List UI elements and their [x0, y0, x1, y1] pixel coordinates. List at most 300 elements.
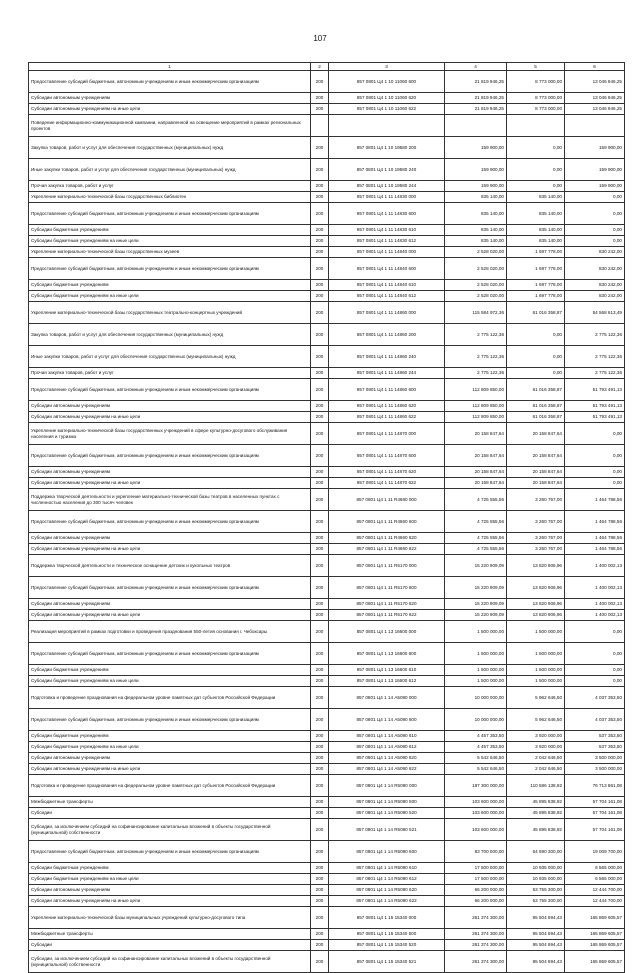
row-executed-cell: 95 504 694,43: [507, 907, 565, 929]
row-code-cell: 857 0801 Ц4 1 15 15340 521: [329, 951, 445, 973]
row-remainder-cell: 4 037 353,50: [565, 687, 625, 709]
row-name-cell: Закупка товаров, работ и услуг для обеспечения государственных (муниципальных) нужд: [29, 324, 311, 346]
row-code-cell: 857 0801 Ц4 1 14 R5090 500: [329, 797, 445, 808]
row-amount-cell: 261 374 300,00: [445, 929, 507, 940]
row-amount-cell: 261 374 300,00: [445, 940, 507, 951]
row-grbs-cell: 200: [311, 874, 329, 885]
row-name-cell: Субсидии автономным учреждениям: [29, 93, 311, 104]
row-name-cell: Предоставление субсидий бюджетным, автономным учреждениям и иным некоммерческим организациям: [29, 379, 311, 401]
row-executed-cell: 3 920 000,00: [507, 731, 565, 742]
row-executed-cell: 8 773 000,00: [507, 71, 565, 93]
row-grbs-cell: 200: [311, 676, 329, 687]
row-grbs-cell: 200: [311, 258, 329, 280]
row-amount-cell: 112 809 850,00: [445, 379, 507, 401]
row-code-cell: 857 0801 Ц4 1 14 R5090 610: [329, 863, 445, 874]
table-row: [29, 137, 625, 159]
table-row: [29, 808, 625, 819]
row-name-cell: Субсидии: [29, 940, 311, 951]
row-grbs-cell: 200: [311, 247, 329, 258]
row-amount-cell: 261 374 300,00: [445, 951, 507, 973]
row-name-cell: Субсидии автономным учреждениям на иные цели: [29, 764, 311, 775]
row-code-cell: 857 0801 Ц4 1 15 15340 520: [329, 940, 445, 951]
row-code-cell: 857 0801 Ц4 1 10 11060 600: [329, 71, 445, 93]
row-code-cell: 857 0801 Ц4 1 11 14840 600: [329, 258, 445, 280]
row-grbs-cell: 200: [311, 236, 329, 247]
row-executed-cell: 1 500 000,00: [507, 643, 565, 665]
table-header: [29, 63, 625, 71]
header-col-4: 4: [445, 63, 507, 71]
row-name-cell: Предоставление субсидий бюджетным, автономным учреждениям и иным некоммерческим организациям: [29, 511, 311, 533]
table-row: [29, 280, 625, 291]
row-remainder-cell: 13 046 946,25: [565, 71, 625, 93]
header-col-5: 5: [507, 63, 565, 71]
row-amount-cell: 115 584 972,36: [445, 302, 507, 324]
row-code-cell: 857 0801 Ц4 1 11 R4660 600: [329, 511, 445, 533]
row-grbs-cell: 200: [311, 610, 329, 621]
row-grbs-cell: 200: [311, 863, 329, 874]
row-amount-cell: 4 457 353,50: [445, 742, 507, 753]
row-name-cell: Субсидии автономным учреждениям: [29, 467, 311, 478]
row-name-cell: Субсидии бюджетным учреждениям: [29, 863, 311, 874]
row-grbs-cell: 200: [311, 280, 329, 291]
table-row: [29, 907, 625, 929]
row-name-cell: Укрепление материально-технической базы государственных театрально-концертных учреждений: [29, 302, 311, 324]
row-remainder-cell: 0,00: [565, 423, 625, 445]
table-row: [29, 863, 625, 874]
row-name-cell: Реализация мероприятий в рамках подготовки и проведения празднования 550-летия основания г. Чебоксары: [29, 621, 311, 643]
row-remainder-cell: 0,00: [565, 665, 625, 676]
row-grbs-cell: 200: [311, 478, 329, 489]
row-executed-cell: 61 016 358,87: [507, 412, 565, 423]
row-amount-cell: 2 528 020,00: [445, 280, 507, 291]
row-executed-cell: 53 755 300,00: [507, 896, 565, 907]
row-code-cell: 857 0801 Ц4 1 11 14870 000: [329, 423, 445, 445]
row-amount-cell: 103 600 000,00: [445, 808, 507, 819]
row-executed-cell: 20 158 847,64: [507, 478, 565, 489]
row-executed-cell: 61 016 358,87: [507, 401, 565, 412]
row-remainder-cell: [565, 115, 625, 137]
table-row: [29, 599, 625, 610]
table-row: [29, 885, 625, 896]
row-code-cell: 857 0801 Ц4 1 11 R4660 622: [329, 544, 445, 555]
table-row: [29, 775, 625, 797]
table-row: [29, 423, 625, 445]
row-grbs-cell: 200: [311, 137, 329, 159]
row-grbs-cell: 200: [311, 555, 329, 577]
row-executed-cell: 0,00: [507, 324, 565, 346]
row-remainder-cell: 3 500 000,00: [565, 764, 625, 775]
row-grbs-cell: 200: [311, 225, 329, 236]
row-amount-cell: 4 725 555,56: [445, 533, 507, 544]
row-code-cell: 857 0801 Ц4 1 11 14870 600: [329, 445, 445, 467]
table-row: [29, 258, 625, 280]
table-row: [29, 401, 625, 412]
row-grbs-cell: 200: [311, 753, 329, 764]
row-remainder-cell: 830 242,00: [565, 291, 625, 302]
row-code-cell: 857 0801 Ц4 1 11 14840 000: [329, 247, 445, 258]
row-grbs-cell: 200: [311, 621, 329, 643]
row-amount-cell: 4 725 555,56: [445, 544, 507, 555]
row-code-cell: 857 0801 Ц4 1 14 A5090 620: [329, 753, 445, 764]
row-amount-cell: 21 819 946,25: [445, 93, 507, 104]
table-row: [29, 621, 625, 643]
row-code-cell: 857 0801 Ц4 1 14 R5090 612: [329, 874, 445, 885]
row-code-cell: 857 0801 Ц4 1 15 15340 500: [329, 929, 445, 940]
row-executed-cell: 2 042 646,50: [507, 764, 565, 775]
row-grbs-cell: 200: [311, 324, 329, 346]
row-name-cell: Субсидии бюджетным учреждениям на иные цели: [29, 291, 311, 302]
row-name-cell: Подготовка и проведение празднования на федеральном уровне памятных дат субъектов Российской Федерации: [29, 775, 311, 797]
row-grbs-cell: 200: [311, 302, 329, 324]
row-remainder-cell: 1 464 788,56: [565, 489, 625, 511]
row-remainder-cell: 537 353,50: [565, 731, 625, 742]
row-executed-cell: 8 773 000,00: [507, 93, 565, 104]
row-name-cell: Предоставление субсидий бюджетным, автономным учреждениям и иным некоммерческим организациям: [29, 577, 311, 599]
table-row: [29, 302, 625, 324]
row-executed-cell: 3 920 000,00: [507, 742, 565, 753]
table-row: [29, 159, 625, 181]
row-executed-cell: 95 504 694,43: [507, 929, 565, 940]
row-executed-cell: 61 016 358,87: [507, 379, 565, 401]
row-name-cell: Закупка товаров, работ и услуг для обеспечения государственных (муниципальных) нужд: [29, 137, 311, 159]
row-amount-cell: 112 809 850,00: [445, 401, 507, 412]
row-grbs-cell: 200: [311, 159, 329, 181]
row-executed-cell: 835 140,00: [507, 203, 565, 225]
row-name-cell: Предоставление субсидий бюджетным, автономным учреждениям и иным некоммерческим организациям: [29, 709, 311, 731]
row-name-cell: Поведение информационно-коммуникационной кампании, направленной на освещение мероприятий в рамках региональных проектов: [29, 115, 311, 137]
row-grbs-cell: 200: [311, 896, 329, 907]
row-grbs-cell: 200: [311, 731, 329, 742]
row-amount-cell: 1 500 000,00: [445, 676, 507, 687]
row-name-cell: Субсидии автономным учреждениям на иные цели: [29, 104, 311, 115]
row-grbs-cell: 200: [311, 445, 329, 467]
row-code-cell: 857 0801 Ц4 1 11 14860 200: [329, 324, 445, 346]
row-code-cell: 857 0801 Ц4 1 13 16600 612: [329, 676, 445, 687]
row-amount-cell: 835 140,00: [445, 203, 507, 225]
row-grbs-cell: 200: [311, 819, 329, 841]
row-amount-cell: 159 900,00: [445, 137, 507, 159]
row-name-cell: Предоставление субсидий бюджетным, автономным учреждениям и иным некоммерческим организациям: [29, 203, 311, 225]
table-row: [29, 643, 625, 665]
row-grbs-cell: 200: [311, 841, 329, 863]
row-name-cell: Прочая закупка товаров, работ и услуг: [29, 368, 311, 379]
table-row: [29, 93, 625, 104]
row-code-cell: 857 0801 Ц4 1 14 R5090 620: [329, 885, 445, 896]
row-remainder-cell: 12 444 700,00: [565, 885, 625, 896]
row-name-cell: Субсидии бюджетным учреждениям на иные цели: [29, 874, 311, 885]
row-amount-cell: 5 542 646,50: [445, 753, 507, 764]
table-row: [29, 731, 625, 742]
row-code-cell: 857 0801 Ц4 1 14 R5090 521: [329, 819, 445, 841]
row-executed-cell: 1 697 778,00: [507, 258, 565, 280]
row-executed-cell: 53 755 300,00: [507, 885, 565, 896]
row-grbs-cell: 200: [311, 940, 329, 951]
row-name-cell: Межбюджетные трансферты: [29, 929, 311, 940]
table-row: [29, 324, 625, 346]
row-amount-cell: 2 528 020,00: [445, 258, 507, 280]
row-grbs-cell: 200: [311, 544, 329, 555]
row-name-cell: Субсидии бюджетным учреждениям на иные цели: [29, 676, 311, 687]
row-remainder-cell: 1 400 002,13: [565, 610, 625, 621]
row-remainder-cell: 0,00: [565, 225, 625, 236]
header-col-1: 1: [29, 63, 311, 71]
page-number: 107: [313, 34, 327, 43]
row-amount-cell: 2 528 020,00: [445, 291, 507, 302]
row-amount-cell: 20 158 847,64: [445, 478, 507, 489]
header-col-2: 2: [311, 63, 329, 71]
row-name-cell: Субсидии бюджетным учреждениям: [29, 280, 311, 291]
row-code-cell: 857 0801 Ц4 1 14 A5090 600: [329, 709, 445, 731]
row-name-cell: Субсидии автономным учреждениям: [29, 533, 311, 544]
row-name-cell: Иные закупки товаров, работ и услуг для обеспечения государственных (муниципальных) нужд: [29, 346, 311, 368]
row-name-cell: Подготовка и проведение празднования на федеральном уровне памятных дат субъектов Российской Федерации: [29, 687, 311, 709]
row-name-cell: Укрепление материально-технической базы государственных библиотек: [29, 192, 311, 203]
row-name-cell: Субсидии автономным учреждениям: [29, 753, 311, 764]
table-row: [29, 192, 625, 203]
row-remainder-cell: 0,00: [565, 445, 625, 467]
row-remainder-cell: 0,00: [565, 621, 625, 643]
row-amount-cell: 15 220 909,09: [445, 577, 507, 599]
table-row: [29, 203, 625, 225]
row-grbs-cell: 200: [311, 808, 329, 819]
row-name-cell: Субсидии: [29, 808, 311, 819]
row-amount-cell: 66 200 000,00: [445, 896, 507, 907]
row-grbs-cell: 200: [311, 643, 329, 665]
row-code-cell: 857 0801 Ц4 1 14 R5090 622: [329, 896, 445, 907]
row-amount-cell: 103 600 000,00: [445, 819, 507, 841]
row-code-cell: 857 0801 Ц4 1 14 A5090 622: [329, 764, 445, 775]
row-code-cell: 857 0801 Ц4 1 14 R5090 600: [329, 841, 445, 863]
row-executed-cell: 0,00: [507, 181, 565, 192]
row-name-cell: Субсидии, за исключением субсидий на софинансирование капитальных вложений в объекты государственной (муниципальной) собственности: [29, 819, 311, 841]
row-executed-cell: 20 158 847,64: [507, 423, 565, 445]
row-executed-cell: 64 690 300,00: [507, 841, 565, 863]
row-executed-cell: 10 935 000,00: [507, 874, 565, 885]
row-executed-cell: 20 158 847,64: [507, 467, 565, 478]
row-name-cell: Предоставление субсидий бюджетным, автономным учреждениям и иным некоммерческим организациям: [29, 258, 311, 280]
row-remainder-cell: 57 704 161,08: [565, 808, 625, 819]
row-code-cell: 857 0801 Ц4 1 11 R5170 000: [329, 555, 445, 577]
row-name-cell: Субсидии автономным учреждениям: [29, 599, 311, 610]
row-code-cell: 857 0801 Ц4 1 11 R4660 000: [329, 489, 445, 511]
row-amount-cell: 15 220 909,09: [445, 555, 507, 577]
row-amount-cell: 17 500 000,00: [445, 863, 507, 874]
row-remainder-cell: 51 793 491,13: [565, 401, 625, 412]
row-executed-cell: 95 504 694,43: [507, 951, 565, 973]
row-code-cell: 857 0801 Ц4 1 11 14830 000: [329, 192, 445, 203]
row-amount-cell: 4 457 353,50: [445, 731, 507, 742]
row-code-cell: 857 0801 Ц4 1 10 19580 244: [329, 181, 445, 192]
row-remainder-cell: 1 464 788,56: [565, 533, 625, 544]
row-remainder-cell: 13 046 946,25: [565, 93, 625, 104]
row-amount-cell: 187 300 000,00: [445, 775, 507, 797]
row-grbs-cell: 200: [311, 379, 329, 401]
table-row: [29, 533, 625, 544]
table-row: [29, 940, 625, 951]
row-executed-cell: 10 935 000,00: [507, 863, 565, 874]
row-code-cell: 857 0801 Ц4 1 11 R4660 620: [329, 533, 445, 544]
table-row: [29, 247, 625, 258]
row-name-cell: Предоставление субсидий бюджетным, автономным учреждениям и иным некоммерческим организациям: [29, 643, 311, 665]
header-col-3: 3: [329, 63, 445, 71]
row-amount-cell: [445, 115, 507, 137]
row-executed-cell: 5 962 646,50: [507, 687, 565, 709]
row-amount-cell: 835 140,00: [445, 192, 507, 203]
row-amount-cell: 2 528 020,00: [445, 247, 507, 258]
row-code-cell: 857 0801 Ц4 1 13 16600 000: [329, 621, 445, 643]
row-grbs-cell: 200: [311, 412, 329, 423]
row-grbs-cell: 200: [311, 797, 329, 808]
row-amount-cell: 10 000 000,00: [445, 709, 507, 731]
row-remainder-cell: 0,00: [565, 467, 625, 478]
row-remainder-cell: 6 565 000,00: [565, 863, 625, 874]
row-executed-cell: 3 260 767,00: [507, 533, 565, 544]
row-code-cell: 857 0801 Ц4 1 11 14860 000: [329, 302, 445, 324]
row-grbs-cell: 200: [311, 93, 329, 104]
table-row: [29, 819, 625, 841]
row-amount-cell: 1 500 000,00: [445, 643, 507, 665]
table-row: [29, 467, 625, 478]
row-grbs-cell: 200: [311, 907, 329, 929]
row-name-cell: Субсидии автономным учреждениям на иные цели: [29, 478, 311, 489]
table-row: [29, 445, 625, 467]
row-amount-cell: 2 775 122,36: [445, 346, 507, 368]
row-remainder-cell: 12 444 700,00: [565, 896, 625, 907]
table-row: [29, 577, 625, 599]
row-amount-cell: 5 542 646,50: [445, 764, 507, 775]
table-row: [29, 379, 625, 401]
table-row: [29, 511, 625, 533]
row-remainder-cell: 3 500 000,00: [565, 753, 625, 764]
row-grbs-cell: 200: [311, 181, 329, 192]
table-row: [29, 555, 625, 577]
row-executed-cell: 5 962 646,50: [507, 709, 565, 731]
row-amount-cell: 20 158 847,64: [445, 445, 507, 467]
row-remainder-cell: 0,00: [565, 236, 625, 247]
row-remainder-cell: 57 704 161,08: [565, 797, 625, 808]
row-grbs-cell: 200: [311, 709, 329, 731]
row-amount-cell: 83 700 000,00: [445, 841, 507, 863]
row-code-cell: 857 0801 Ц4 1 11 14860 622: [329, 412, 445, 423]
row-amount-cell: 17 500 000,00: [445, 874, 507, 885]
row-name-cell: Иные закупки товаров, работ и услуг для обеспечения государственных (муниципальных) нужд: [29, 159, 311, 181]
table-row: [29, 71, 625, 93]
row-remainder-cell: 6 565 000,00: [565, 874, 625, 885]
row-executed-cell: 2 042 646,50: [507, 753, 565, 764]
row-executed-cell: 110 586 138,92: [507, 775, 565, 797]
row-name-cell: Укрепление материально-технической базы государственных учреждений в сфере культурно-досугового обслуживания населения и туризма: [29, 423, 311, 445]
row-executed-cell: 8 773 000,00: [507, 104, 565, 115]
row-grbs-cell: 200: [311, 192, 329, 203]
row-name-cell: Субсидии бюджетным учреждениям: [29, 731, 311, 742]
table-row: [29, 874, 625, 885]
row-remainder-cell: 4 037 353,50: [565, 709, 625, 731]
row-remainder-cell: 2 775 122,36: [565, 368, 625, 379]
table-row: [29, 709, 625, 731]
row-name-cell: Субсидии бюджетным учреждениям на иные цели: [29, 236, 311, 247]
row-grbs-cell: 200: [311, 577, 329, 599]
row-amount-cell: 159 900,00: [445, 181, 507, 192]
row-executed-cell: 1 697 778,00: [507, 247, 565, 258]
row-amount-cell: 103 600 000,00: [445, 797, 507, 808]
row-grbs-cell: 200: [311, 951, 329, 973]
row-code-cell: 857 0801 Ц4 1 11 14840 610: [329, 280, 445, 291]
row-remainder-cell: 1 400 002,13: [565, 599, 625, 610]
row-code-cell: 857 0801 Ц4 1 11 14830 600: [329, 203, 445, 225]
table-row: [29, 225, 625, 236]
row-amount-cell: 21 819 946,25: [445, 104, 507, 115]
row-code-cell: 857 0801 Ц4 1 14 A5090 612: [329, 742, 445, 753]
row-amount-cell: 4 725 555,56: [445, 489, 507, 511]
row-amount-cell: 1 500 000,00: [445, 621, 507, 643]
row-executed-cell: 835 140,00: [507, 192, 565, 203]
table-row: [29, 489, 625, 511]
row-remainder-cell: 1 400 002,13: [565, 555, 625, 577]
row-executed-cell: 13 820 906,96: [507, 610, 565, 621]
row-amount-cell: 159 900,00: [445, 159, 507, 181]
row-remainder-cell: 1 464 788,56: [565, 544, 625, 555]
row-code-cell: 857 0801 Ц4 1 14 A5090 000: [329, 687, 445, 709]
table-row: [29, 841, 625, 863]
row-grbs-cell: 200: [311, 401, 329, 412]
row-remainder-cell: 0,00: [565, 478, 625, 489]
row-remainder-cell: 51 793 491,13: [565, 412, 625, 423]
row-remainder-cell: 57 704 161,08: [565, 819, 625, 841]
row-executed-cell: 45 895 838,92: [507, 819, 565, 841]
row-code-cell: 857 0801 Ц4 1 11 14860 240: [329, 346, 445, 368]
row-grbs-cell: 200: [311, 742, 329, 753]
row-remainder-cell: 19 009 700,00: [565, 841, 625, 863]
row-name-cell: Субсидии, за исключением субсидий на софинансирование капитальных вложений в объекты государственной (муниципальной) собственности: [29, 951, 311, 973]
row-executed-cell: 3 260 767,00: [507, 489, 565, 511]
row-code-cell: 857 0801 Ц4 1 10 11060 620: [329, 93, 445, 104]
row-amount-cell: 21 819 946,25: [445, 71, 507, 93]
row-executed-cell: 835 140,00: [507, 225, 565, 236]
table-row: [29, 544, 625, 555]
row-executed-cell: 45 895 838,92: [507, 797, 565, 808]
table-body: [29, 71, 625, 973]
table-row: [29, 610, 625, 621]
table-row: [29, 797, 625, 808]
row-executed-cell: 0,00: [507, 368, 565, 379]
table-row: [29, 764, 625, 775]
row-grbs-cell: 200: [311, 764, 329, 775]
row-grbs-cell: 200: [311, 346, 329, 368]
budget-table-container: [28, 62, 624, 973]
row-grbs-cell: 200: [311, 775, 329, 797]
budget-table: [28, 62, 625, 973]
row-grbs-cell: 200: [311, 368, 329, 379]
row-amount-cell: 261 374 300,00: [445, 907, 507, 929]
row-executed-cell: 1 697 778,00: [507, 280, 565, 291]
row-amount-cell: 66 200 000,00: [445, 885, 507, 896]
row-grbs-cell: 200: [311, 203, 329, 225]
row-amount-cell: 20 158 847,64: [445, 467, 507, 478]
row-amount-cell: 15 220 909,09: [445, 599, 507, 610]
row-executed-cell: 13 820 906,96: [507, 599, 565, 610]
table-row: [29, 104, 625, 115]
header-col-6: 6: [565, 63, 625, 71]
row-executed-cell: 61 016 358,87: [507, 302, 565, 324]
row-name-cell: Субсидии бюджетным учреждениям: [29, 665, 311, 676]
row-remainder-cell: 76 713 861,08: [565, 775, 625, 797]
row-remainder-cell: 1 464 788,56: [565, 511, 625, 533]
row-grbs-cell: 200: [311, 665, 329, 676]
row-remainder-cell: 2 775 122,36: [565, 346, 625, 368]
row-amount-cell: 10 000 000,00: [445, 687, 507, 709]
table-row: [29, 753, 625, 764]
row-code-cell: 857 0801 Ц4 1 11 14860 600: [329, 379, 445, 401]
